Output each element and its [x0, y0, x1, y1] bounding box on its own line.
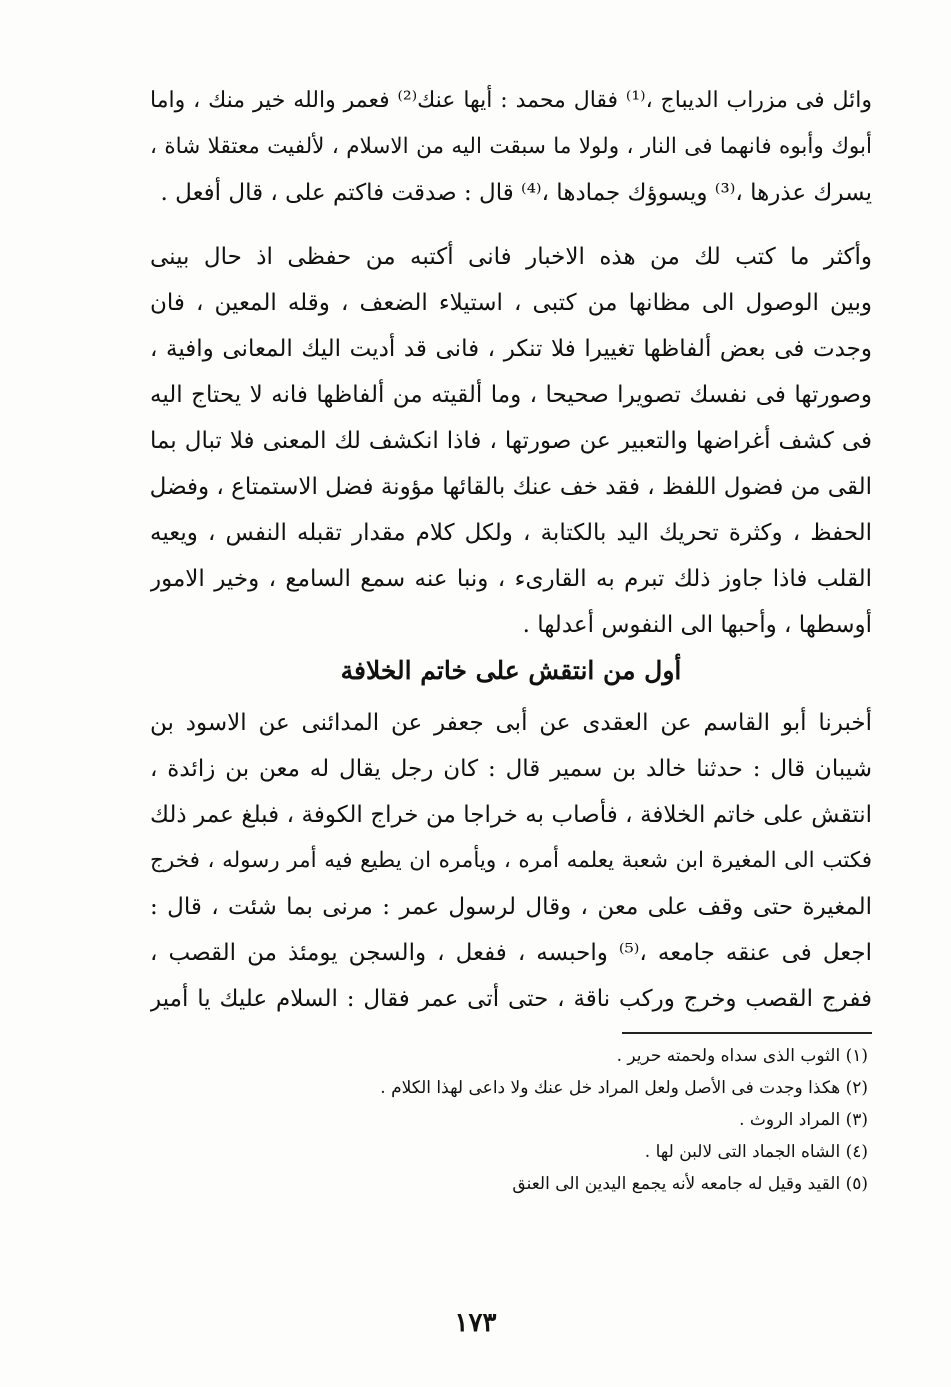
text-line: انتقش على خاتم الخلافة ، فأصاب به خراجا من خراج الكوفة ، فبلغ عمر ذلك [150, 802, 872, 828]
paragraph-3 [150, 700, 872, 1022]
text-line: وجدت فى بعض ألفاظها تغييرا فلا تنكر ، فانى قد أديت اليك المعانى وافية ، [150, 336, 872, 362]
text-line: شيبان قال : حدثنا خالد بن سمير قال : كان رجل يقال له معن بن زائدة ، [150, 756, 872, 782]
paragraph-1 [150, 78, 872, 216]
text-line: القلب فاذا جاوز ذلك تبرم به القارىء ، ونبا عنه سمع السامع ، وخير الامور [150, 566, 872, 592]
text-line: ففرج القصب وخرج وركب ناقة ، حتى أتى عمر فقال : السلام عليك يا أمير [150, 986, 872, 1012]
footnotes [150, 1040, 868, 1200]
text-line: وأكثر ما كتب لك من هذه الاخبار فانى أكتبه من حفظى اذ حال بينى [150, 244, 872, 270]
paragraph-2 [150, 234, 872, 648]
text-line: القى من فضول اللفظ ، فقد خف عنك بالقائها مؤونة فضل الاستمتاع ، وفضل [150, 474, 872, 500]
text-line: أخبرنا أبو القاسم عن العقدى عن أبى جعفر عن المدائنى عن الاسود بن [150, 710, 872, 736]
text-line: فكتب الى المغيرة ابن شعبة يعلمه أمره ، ويأمره ان يطيع فيه أمر رسوله ، فخرج [150, 848, 872, 873]
text-line: يسرك عذرها ،⁽³⁾ ويسوؤك جمادها ،⁽⁴⁾ قال : صدقت فاكتم على ، قال أفعل . [160, 180, 872, 206]
text-line: الحفظ ، وكثرة تحريك اليد بالكتابة ، ولكل كلام مقدار تقبله النفس ، ويعيه [150, 520, 872, 546]
footnote: (٢) هكذا وجدت فى الأصل ولعل المراد خل عنك ولا داعى لهذا الكلام . [380, 1078, 868, 1098]
text-line: وصورتها فى نفسك تصويرا صحيحا ، وما ألقيته من ألفاظها فانه لا يحتاج اليه [150, 382, 872, 408]
footnote: (١) الثوب الذى سداه ولحمته حرير . [616, 1046, 868, 1066]
footnote: (٤) الشاه الجماد التى لالبن لها . [644, 1142, 868, 1162]
section-heading: أول من انتقش على خاتم الخلافة [340, 656, 682, 685]
text-line: أوسطها ، وأحبها الى النفوس أعدلها . [522, 612, 872, 638]
text-line: أبوك وأبوه فانهما فى النار ، ولولا ما سبقت اليه من الاسلام ، لألفيت معتقلا شاة ، [150, 134, 872, 159]
footnote-divider [622, 1032, 872, 1034]
page-number: ١٧٣ [454, 1308, 497, 1338]
text-line: المغيرة حتى وقف على معن ، وقال لرسول عمر : مرنى بما شئت ، قال : [150, 894, 872, 920]
footnote: (٥) القيد وقيل له جامعه لأنه يجمع اليدين الى العنق [512, 1174, 868, 1194]
text-line: اجعل فى عنقه جامعه ،⁽⁵⁾ واحبسه ، ففعل ، والسجن يومئذ من القصب ، [150, 940, 872, 966]
text-line: وائل فى مزراب الديباج ،⁽¹⁾ فقال محمد : أيها عنك⁽²⁾ فعمر والله خير منك ، واما [150, 88, 872, 113]
text-line: فى كشف أغراضها والتعبير عن صورتها ، فاذا انكشف لك المعنى فلا تبال بما [150, 428, 872, 454]
text-line: وبين الوصول الى مظانها من كتبى ، استيلاء الضعف ، وقله المعين ، فان [150, 290, 872, 316]
footnote: (٣) المراد الروث . [739, 1110, 868, 1130]
